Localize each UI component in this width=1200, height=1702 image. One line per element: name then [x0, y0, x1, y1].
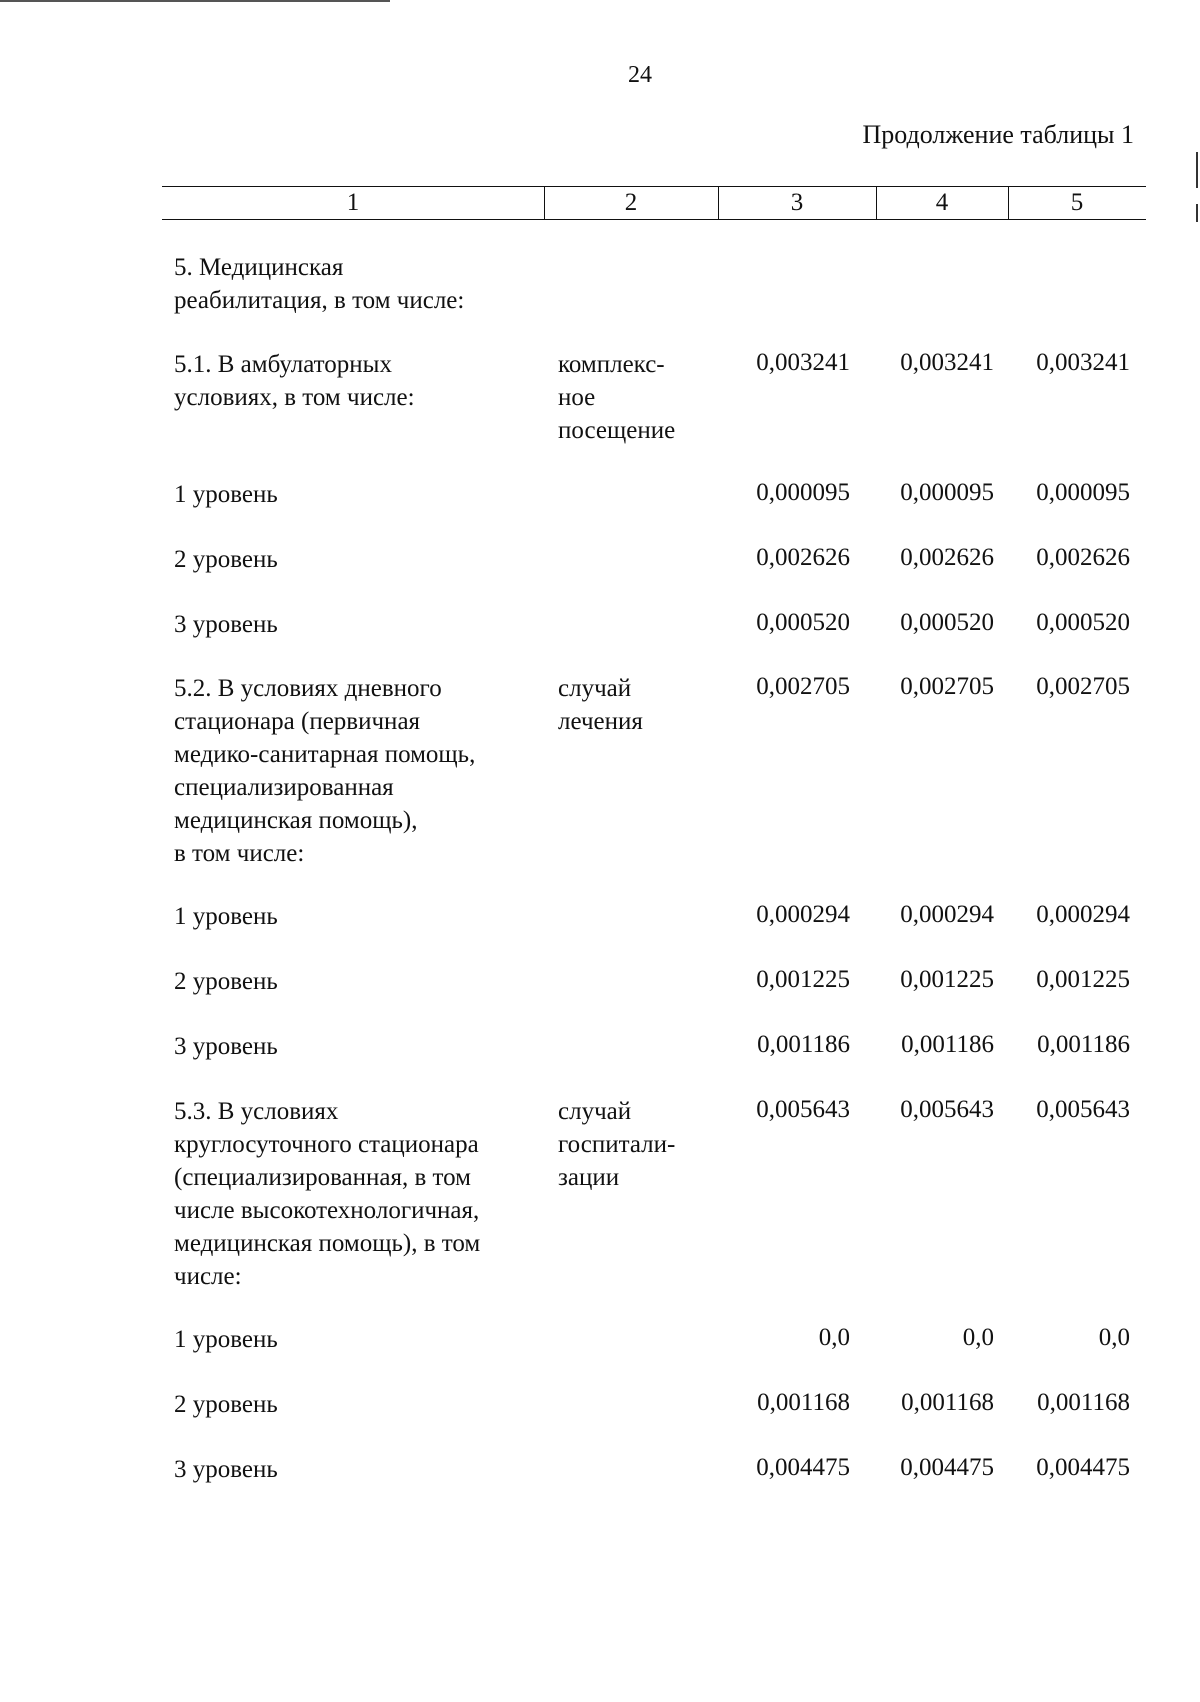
value-cell-col3: 0,002705 — [756, 673, 850, 700]
value-cell-col5: 0,005643 — [1036, 1096, 1130, 1123]
row-label — [174, 348, 415, 414]
row-label-line: 2 уровень — [174, 546, 278, 573]
value-cell-col3: 0,001186 — [757, 1031, 850, 1058]
row-label — [174, 1095, 480, 1293]
row-label-line: числе высокотехнологичная, — [174, 1197, 480, 1224]
row-label-line: 3 уровень — [174, 611, 278, 638]
value-cell-col5: 0,002626 — [1036, 544, 1130, 571]
row-unit-line: случай — [558, 1098, 632, 1125]
column-header-2: 2 — [624, 189, 638, 216]
row-unit-line: госпитали- — [558, 1131, 676, 1158]
row-label — [174, 1453, 278, 1486]
value-cell-col5: 0,001225 — [1036, 966, 1130, 993]
value-cell-col4: 0,003241 — [900, 349, 994, 376]
row-label — [174, 900, 278, 933]
row-label-line: специализированная — [174, 774, 394, 801]
section-title — [174, 251, 464, 317]
row-unit-line: комплекс- — [558, 351, 665, 378]
value-cell-col3: 0,000294 — [756, 901, 850, 928]
row-label-line: медицинская помощь), — [174, 807, 418, 834]
value-cell-col4: 0,000095 — [900, 479, 994, 506]
value-cell-col3: 0,000520 — [756, 609, 850, 636]
row-unit-line: посещение — [558, 417, 676, 444]
row-unit-line: лечения — [558, 708, 643, 735]
column-header-3: 3 — [790, 189, 804, 216]
value-cell-col4: 0,005643 — [900, 1096, 994, 1123]
value-cell-col5: 0,000095 — [1036, 479, 1130, 506]
value-cell-col3: 0,001225 — [756, 966, 850, 993]
row-unit-line: зации — [558, 1164, 620, 1191]
row-label-line: 1 уровень — [174, 1326, 278, 1353]
page-number: 24 — [628, 62, 652, 88]
value-cell-col5: 0,003241 — [1036, 349, 1130, 376]
value-cell-col5: 0,000520 — [1036, 609, 1130, 636]
value-cell-col5: 0,001186 — [1037, 1031, 1130, 1058]
column-header-5: 5 — [1070, 189, 1084, 216]
row-label-line: медицинская помощь), в том — [174, 1230, 481, 1257]
row-label-line: 3 уровень — [174, 1456, 278, 1483]
row-unit — [558, 1095, 675, 1194]
row-label — [174, 478, 278, 511]
scan-top-edge-line — [0, 0, 390, 2]
row-label-line: 1 уровень — [174, 903, 278, 930]
row-label — [174, 1030, 278, 1063]
row-label — [174, 543, 278, 576]
value-cell-col3: 0,001168 — [757, 1389, 850, 1416]
value-cell-col4: 0,000520 — [900, 609, 994, 636]
row-unit — [558, 348, 675, 447]
row-label-line: в том числе: — [174, 840, 305, 867]
value-cell-col4: 0,001168 — [901, 1389, 994, 1416]
section-title-line: реабилитация, в том числе: — [174, 287, 465, 314]
row-label — [174, 1388, 278, 1421]
value-cell-col4: 0,0 — [962, 1324, 994, 1351]
row-label — [174, 608, 278, 641]
value-cell-col3: 0,000095 — [756, 479, 850, 506]
value-cell-col5: 0,001168 — [1037, 1389, 1130, 1416]
column-header-1: 1 — [346, 189, 360, 216]
row-label-line: 5.2. В условиях дневного — [174, 675, 442, 702]
row-label-line: 2 уровень — [174, 1391, 278, 1418]
scan-edge-mark — [1196, 204, 1198, 222]
value-cell-col4: 0,000294 — [900, 901, 994, 928]
value-cell-col5: 0,0 — [1098, 1324, 1130, 1351]
value-cell-col4: 0,004475 — [900, 1454, 994, 1481]
value-cell-col4: 0,001225 — [900, 966, 994, 993]
scan-edge-mark — [1196, 152, 1198, 188]
row-label-line: (специализированная, в том — [174, 1164, 471, 1191]
section-title-line: 5. Медицинская — [174, 254, 344, 281]
row-label — [174, 965, 278, 998]
value-cell-col3: 0,002626 — [756, 544, 850, 571]
row-label-line: медико-санитарная помощь, — [174, 741, 476, 768]
row-label — [174, 1323, 278, 1356]
value-cell-col4: 0,002626 — [900, 544, 994, 571]
row-unit-line: ное — [558, 384, 596, 411]
row-label-line: условиях, в том числе: — [174, 384, 415, 411]
value-cell-col3: 0,004475 — [756, 1454, 850, 1481]
column-header-4: 4 — [935, 189, 949, 216]
row-label — [174, 672, 475, 870]
row-label-line: круглосуточного стационара — [174, 1131, 479, 1158]
row-label-line: стационара (первичная — [174, 708, 421, 735]
row-label-line: 2 уровень — [174, 968, 278, 995]
value-cell-col4: 0,001186 — [901, 1031, 994, 1058]
value-cell-col5: 0,000294 — [1036, 901, 1130, 928]
value-cell-col4: 0,002705 — [900, 673, 994, 700]
row-label-line: числе: — [174, 1263, 242, 1290]
value-cell-col5: 0,004475 — [1036, 1454, 1130, 1481]
row-label-line: 3 уровень — [174, 1033, 278, 1060]
value-cell-col3: 0,0 — [818, 1324, 850, 1351]
value-cell-col3: 0,005643 — [756, 1096, 850, 1123]
row-unit-line: случай — [558, 675, 632, 702]
row-label-line: 5.1. В амбулаторных — [174, 351, 392, 378]
row-label-line: 5.3. В условиях — [174, 1098, 339, 1125]
table-header-row — [162, 186, 1146, 220]
value-cell-col3: 0,003241 — [756, 349, 850, 376]
row-label-line: 1 уровень — [174, 481, 278, 508]
value-cell-col5: 0,002705 — [1036, 673, 1130, 700]
continuation-note: Продолжение таблицы 1 — [862, 120, 1134, 149]
row-unit — [558, 672, 643, 738]
